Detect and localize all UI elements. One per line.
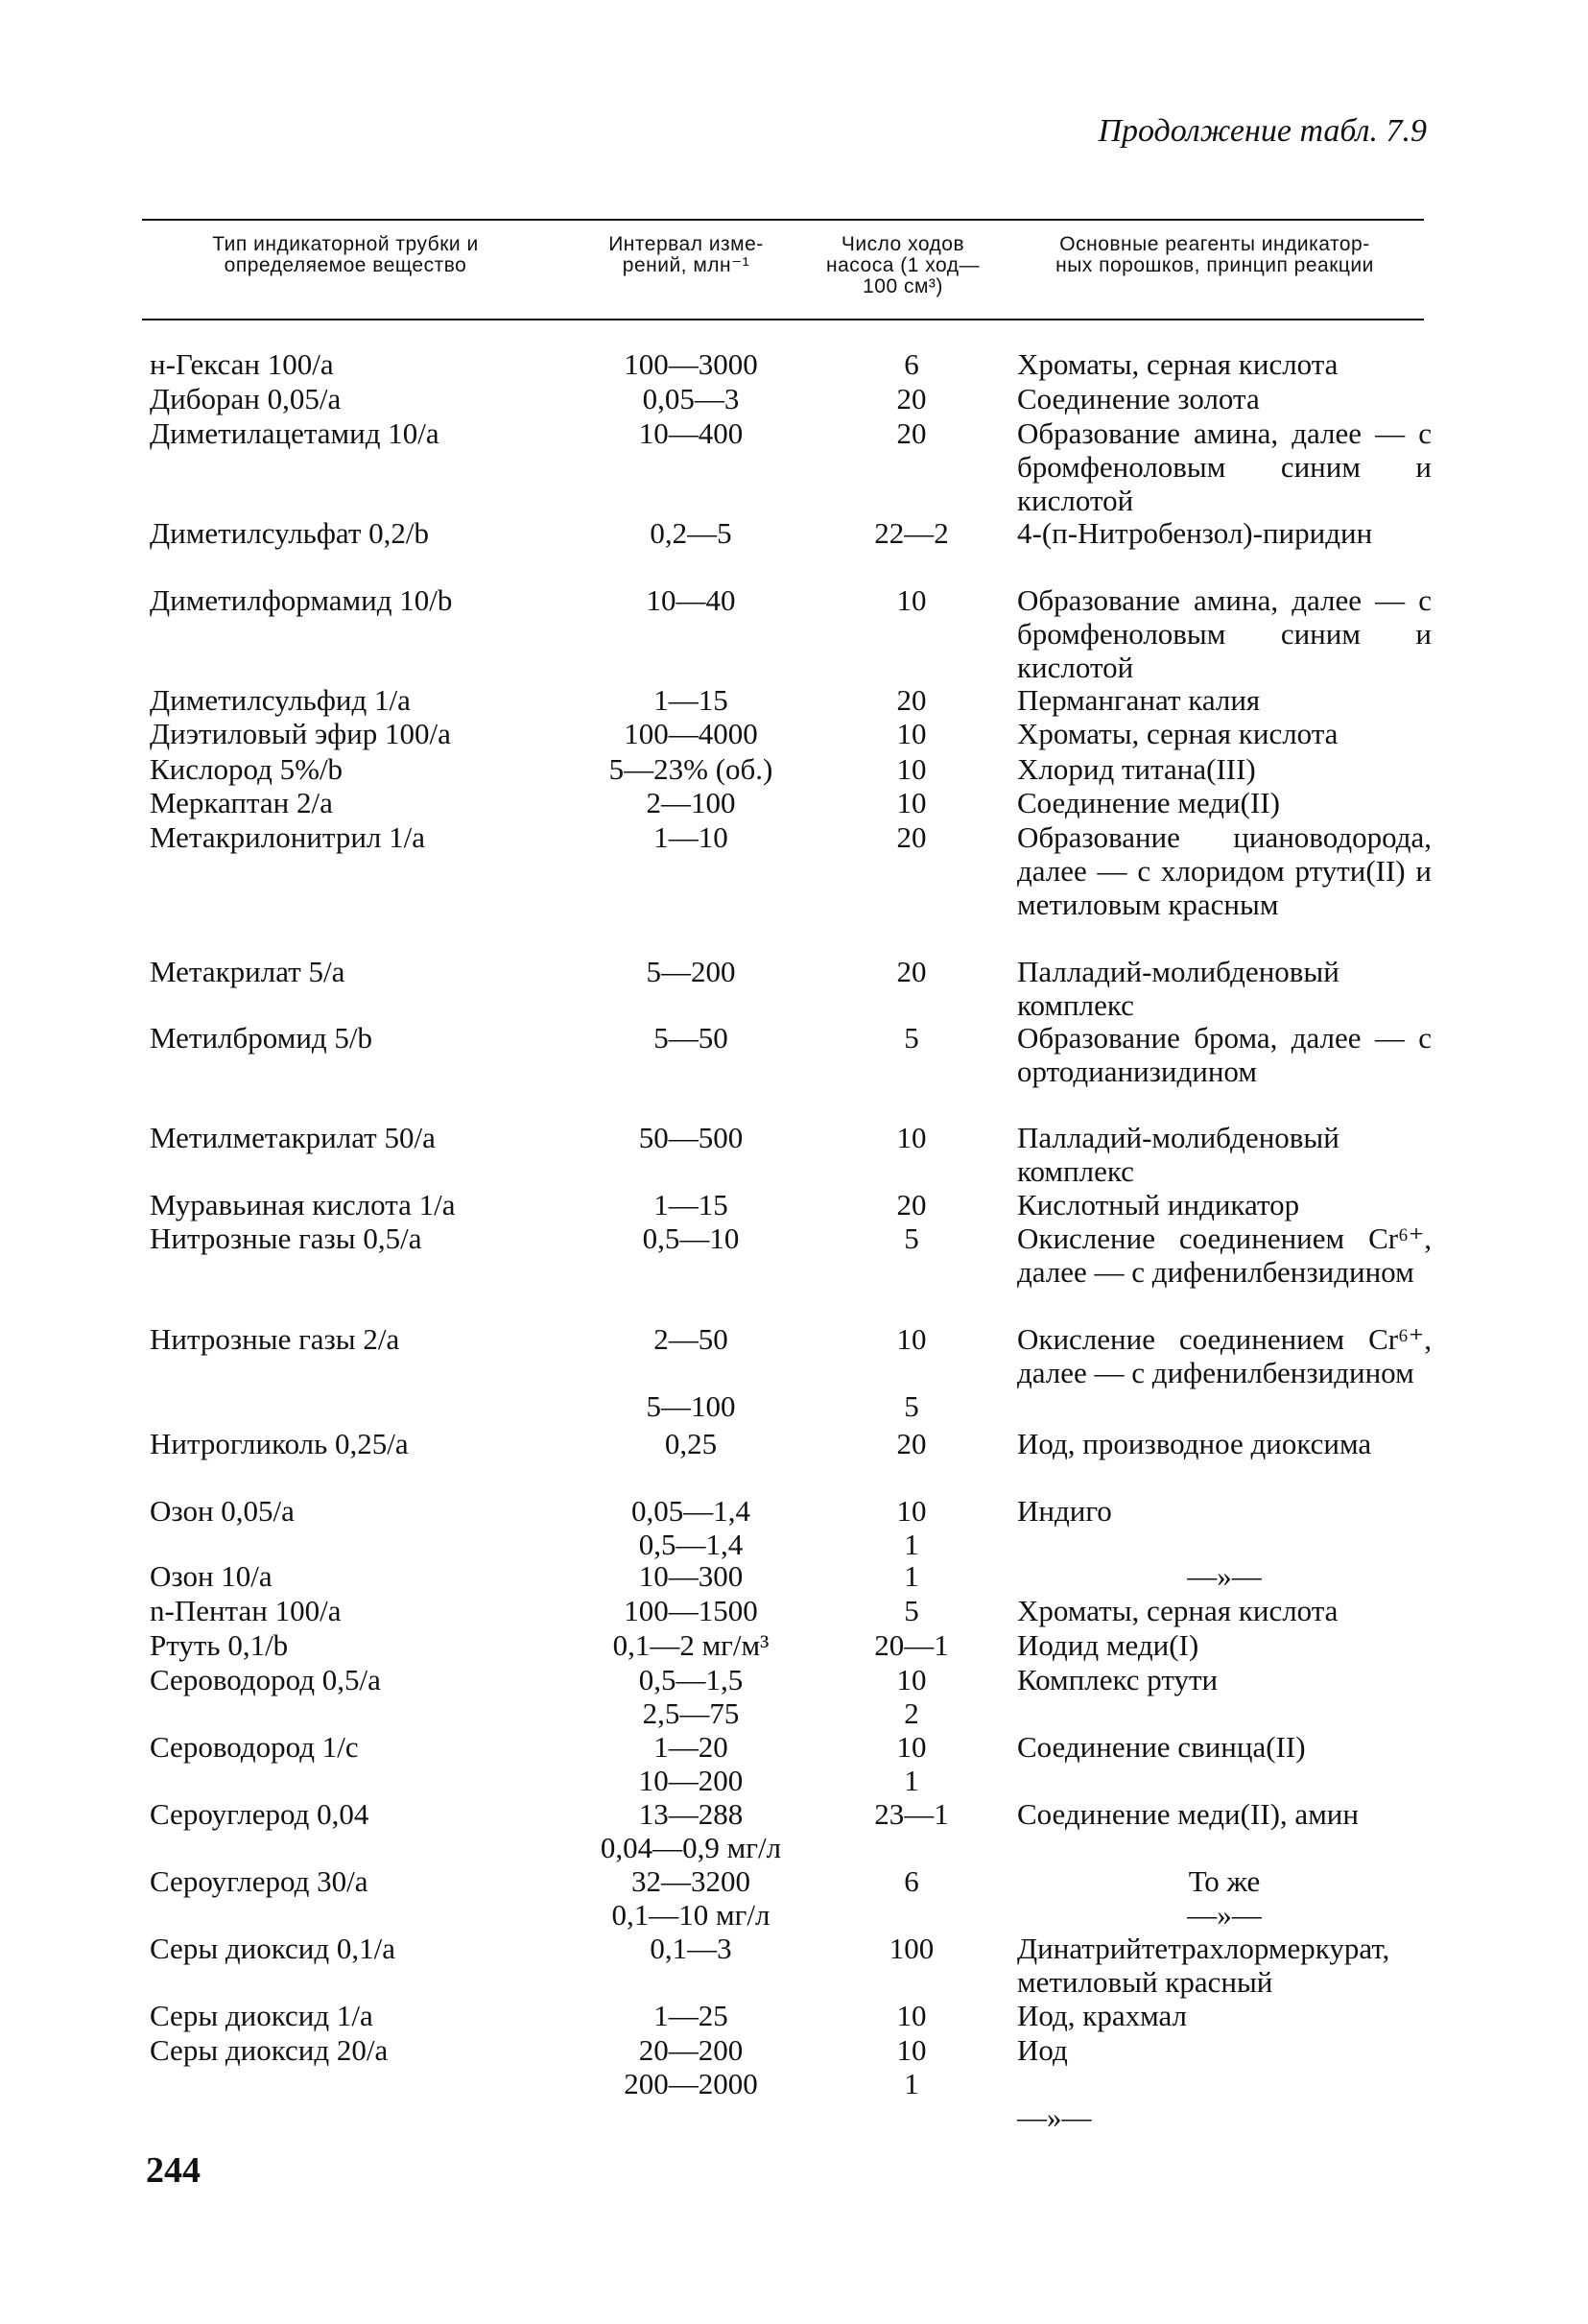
row-substance: Нитрозные газы 0,5/a (150, 1221, 422, 1255)
row-reagents: Образование циановодорода, далее — с хлоридом ртути(II) и метиловым красным (1017, 820, 1432, 921)
row-range: 0,5—10 (642, 1221, 740, 1255)
row-strokes: 1 (904, 1559, 919, 1593)
row-reagents: Окисление соединением Cr⁶⁺, далее — с дифенилбензидином (1017, 1322, 1432, 1389)
row-range: 1—15 (653, 1188, 728, 1221)
row-range: 10—400 (638, 416, 744, 450)
row-range: 1—15 (653, 683, 728, 717)
row-substance: Нитрозные газы 2/a (150, 1322, 400, 1356)
row-reagents: Хроматы, серная кислота (1017, 717, 1339, 750)
row-strokes: 20 (896, 955, 927, 988)
row-strokes: 10 (896, 717, 927, 750)
row-range: 2—50 5—100 (646, 1322, 736, 1423)
row-reagents: Соединение меди(II), амин (1017, 1797, 1359, 1831)
column-header-strokes: Число ходов насоса (1 ход— 100 см³) (826, 233, 980, 297)
row-substance: Метилбромид 5/b (150, 1021, 373, 1055)
row-range: 0,25 (664, 1427, 718, 1460)
row-substance: Сероводород 1/c (150, 1730, 359, 1764)
row-strokes: 10 1 (896, 2033, 927, 2100)
row-strokes: 10 1 (896, 1494, 927, 1561)
row-range: 32—3200 0,1—10 мг/л (611, 1864, 770, 1932)
row-reagents: Соединение свинца(II) (1017, 1730, 1306, 1764)
page-number: 244 (146, 2150, 201, 2191)
row-substance: н-Гексан 100/a (150, 347, 334, 381)
row-range: 100—4000 (624, 717, 758, 750)
row-range: 50—500 (638, 1121, 744, 1154)
row-strokes: 10 (896, 1121, 927, 1154)
row-strokes: 10 1 (896, 1730, 927, 1797)
continuation-caption: Продолжение табл. 7.9 (1098, 113, 1427, 149)
row-reagents: Иод, производное диоксима (1017, 1427, 1372, 1460)
row-range: 13—288 0,04—0,9 мг/л (600, 1797, 782, 1864)
row-substance: Сероуглерод 30/a (150, 1864, 368, 1898)
row-range: 100—1500 (624, 1594, 758, 1627)
row-range: 10—40 (646, 583, 736, 617)
row-substance: Ртуть 0,1/b (150, 1628, 289, 1662)
row-reagents: Образование амина, далее — с бромфеноловым синим и кислотой (1017, 416, 1432, 517)
row-substance: Меркаптан 2/a (150, 786, 333, 819)
row-reagents: Динатрийтетрахлормеркурат, метиловый красный (1017, 1932, 1390, 1999)
row-substance: Диметилацетамид 10/a (150, 416, 439, 450)
row-range: 1—20 10—200 (638, 1730, 744, 1797)
row-reagents: Комплекс ртути (1017, 1663, 1219, 1696)
row-range: 2—100 (646, 786, 736, 819)
row-range: 10—300 (638, 1559, 744, 1593)
row-substance: Серы диоксид 20/a (150, 2033, 389, 2067)
row-substance: Диборан 0,05/a (150, 382, 342, 415)
row-substance: Диэтиловый эфир 100/a (150, 717, 451, 750)
row-reagents: Индиго (1017, 1494, 1112, 1528)
row-strokes: 20 (896, 683, 927, 717)
row-strokes: 22—2 (874, 516, 949, 550)
row-strokes: 5 (904, 1021, 919, 1055)
column-header-range: Интервал изме- рений, млн⁻¹ (608, 233, 764, 276)
row-reagents: Кислотный индикатор (1017, 1188, 1300, 1221)
row-strokes: 10 (896, 752, 927, 786)
row-reagents: Окисление соединением Cr⁶⁺, далее — с дифенилбензидином (1017, 1221, 1432, 1289)
row-substance: Метакрилат 5/a (150, 955, 345, 988)
row-substance: Муравьиная кислота 1/a (150, 1188, 456, 1221)
row-strokes: 20 (896, 1188, 927, 1221)
row-reagents: Хроматы, серная кислота (1017, 1594, 1339, 1627)
row-strokes: 10 (896, 583, 927, 617)
row-reagents: Иод —»— (1017, 2033, 1092, 2134)
row-strokes: 20 (896, 382, 927, 415)
row-substance: n-Пентан 100/a (150, 1594, 342, 1627)
row-strokes: 6 (904, 347, 919, 381)
row-range: 0,5—1,5 2,5—75 (638, 1663, 744, 1730)
row-range: 20—200 200—2000 (624, 2033, 758, 2100)
row-range: 0,2—5 (650, 516, 732, 550)
row-substance: Диметилсульфат 0,2/b (150, 516, 430, 550)
row-range: 100—3000 (624, 347, 758, 381)
row-reagents: Иод, крахмал (1017, 1999, 1187, 2032)
row-strokes: 10 2 (896, 1663, 927, 1730)
row-reagents: Перманганат калия (1017, 683, 1261, 717)
row-strokes: 6 (904, 1864, 919, 1898)
row-reagents: Образование амина, далее — с бромфеноловым синим и кислотой (1017, 583, 1432, 684)
row-strokes: 20 (896, 820, 927, 854)
row-strokes: 10 (896, 786, 927, 819)
row-reagents: Соединение меди(II) (1017, 786, 1280, 819)
row-strokes: 20—1 (874, 1628, 949, 1662)
row-reagents: —»— (1187, 1559, 1262, 1593)
row-reagents: То же —»— (1187, 1864, 1262, 1932)
row-substance: Диметилсульфид 1/a (150, 683, 411, 717)
row-strokes: 10 5 (896, 1322, 927, 1423)
row-substance: Кислород 5%/b (150, 752, 344, 786)
row-strokes: 23—1 (874, 1797, 949, 1831)
row-strokes: 20 (896, 1427, 927, 1460)
row-range: 0,1—3 (650, 1932, 732, 1965)
row-substance: Нитрогликоль 0,25/a (150, 1427, 409, 1460)
row-substance: Метакрилонитрил 1/a (150, 820, 426, 854)
row-substance: Серы диоксид 0,1/a (150, 1932, 396, 1965)
row-range: 1—25 (653, 1999, 728, 2032)
column-header-type: Тип индикаторной трубки и определяемое вещество (212, 233, 479, 276)
row-reagents: Палладий-молибденовый комплекс (1017, 955, 1339, 1022)
row-range: 0,1—2 мг/м³ (612, 1628, 770, 1662)
row-substance: Диметилформамид 10/b (150, 583, 453, 617)
row-strokes: 20 (896, 416, 927, 450)
row-substance: Метилметакрилат 50/a (150, 1121, 436, 1154)
row-range: 0,05—3 (642, 382, 740, 415)
row-strokes: 5 (904, 1594, 919, 1627)
row-reagents: Образование брома, далее — с ортодианизидином (1017, 1021, 1432, 1088)
row-reagents: Соединение золота (1017, 382, 1260, 415)
row-range: 0,05—1,4 0,5—1,4 (631, 1494, 750, 1561)
row-strokes: 100 (889, 1932, 935, 1965)
row-reagents: Хроматы, серная кислота (1017, 347, 1339, 381)
row-strokes: 10 (896, 1999, 927, 2032)
row-range: 5—50 (653, 1021, 728, 1055)
row-substance: Серы диоксид 1/a (150, 1999, 373, 2032)
row-strokes: 5 (904, 1221, 919, 1255)
row-substance: Сероводород 0,5/a (150, 1663, 381, 1696)
row-range: 5—23% (об.) (608, 752, 773, 786)
row-reagents: Иодид меди(I) (1017, 1628, 1199, 1662)
row-range: 5—200 (646, 955, 736, 988)
row-substance: Озон 10/a (150, 1559, 273, 1593)
row-reagents: 4-(п-Нитробензол)-пиридин (1017, 516, 1373, 550)
row-substance: Сероуглерод 0,04 (150, 1797, 369, 1831)
column-header-reagents: Основные реагенты индикатор- ных порошков, принцип реакции (1055, 233, 1374, 276)
row-reagents: Палладий-молибденовый комплекс (1017, 1121, 1339, 1188)
row-range: 1—10 (653, 820, 728, 854)
row-substance: Озон 0,05/a (150, 1494, 295, 1528)
row-reagents: Хлорид титана(III) (1017, 752, 1256, 786)
